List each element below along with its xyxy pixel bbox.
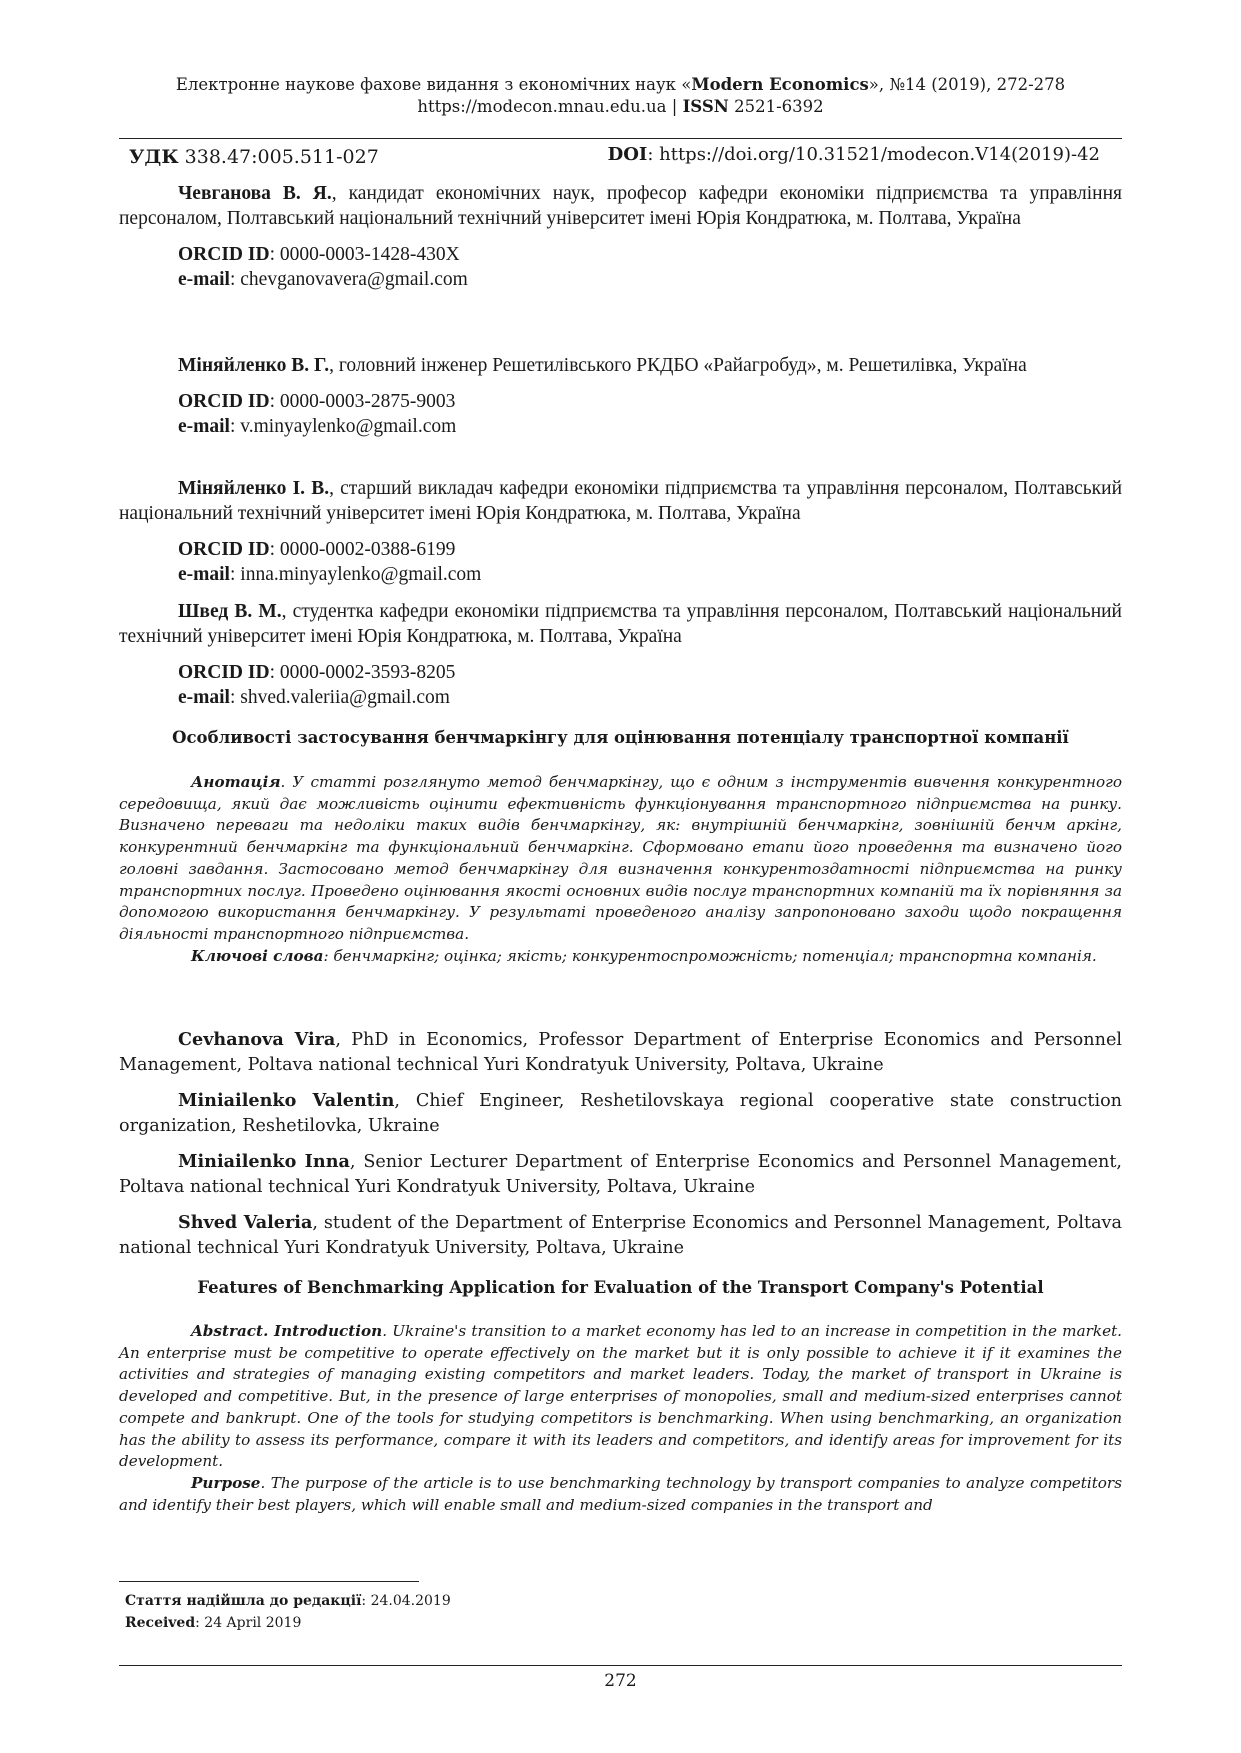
journal-header bbox=[119, 74, 1122, 118]
author-ua-3: Міняйленко І. В., старший викладач кафедри економіки підприємства та управління персоналом, Полтавський національний технічний університет імені Юрія Кондратюка, м. Полтава, Україна ORCID ID: 0000-0002-0388-6199 e-mail: inna.minyaylenko@gmail.com bbox=[119, 478, 1123, 585]
page-number: 272 bbox=[604, 1671, 637, 1691]
author-en-4: Shved Valeria, student of the Department of Enterprise Economics and Personnel Management, Poltava national technical Yuri Kondratyuk University, Poltava, Ukraine bbox=[119, 1212, 1122, 1258]
abstract-en: Abstract. Introduction. Ukraine's transition to a market economy has led to an increase in competition in the market. An enterprise must be competitive to operate effectively on the market but it is only possible to achieve it if it examines the activities and strategies of managing existing competitors and market leaders. Today, the market of transport in Ukraine is developed and competitive. But, in the presence of large enterprises of monopolies, small and medium-sized enterprises cannot compete and bankrupt. One of the tools for studying competitors is benchmarking. When using benchmarking, an organization has the ability to assess its performance, compare it with its leaders and competitors, and identify areas for improvement for its development. Purpose. The purpose of the article is to use benchmarking technology by transport companies to analyze competitors and identify their best players, which will enable small and medium-sized companies in the transport and bbox=[119, 1322, 1123, 1514]
annotation-ua: Анотація. У статті розглянуто метод бенчмаркінгу, що є одним з інструментів вивчення конкурентного середовища, який дає можливість оцінити ефективність функціонування транспортного підприємства на ринку. Визначено переваги та недоліки таких видів бенчмаркінгу, як: внутрішній бенчмаркінг, зовнішній бенчм аркінг, конкурентний бенчмаркінг та функціональний бенчмаркінг. Сформовано етапи його проведення та визначено його головні завдання. Застосовано метод бенчмаркінгу для визначення конкурентоздатності підприємства на ринку транспортних послуг. Проведено оцінювання якості основних видів послуг транспортних компаній та їх порівняння за допомогою використання бенчмаркінгу. У результаті проведеного аналізу запропоновано заходи щодо покращення діяльності транспортного підприємства. Ключові слова: бенчмаркінг; оцінка; якість; конкурентоспроможність; потенціал; транспортна компанія. bbox=[119, 773, 1122, 965]
udk-code: УДК 338.47:005.511-027 bbox=[129, 146, 379, 168]
footnote-received-ua: Стаття надійшла до редакції: 24.04.2019 bbox=[125, 1593, 451, 1609]
journal-name: Modern Economics bbox=[691, 75, 869, 94]
orcid-value[interactable]: : 0000-0003-2875-9003 bbox=[269, 391, 456, 412]
orcid-value[interactable]: : 0000-0002-3593-8205 bbox=[269, 662, 456, 683]
author-ua-4: Швед В. М., студентка кафедри економіки підприємства та управління персоналом, Полтавський національний технічний університет імені Юрія Кондратюка, м. Полтава, Україна ORCID ID: 0000-0002-3593-8205 e-mail: shved.valeriia@gmail.com bbox=[119, 601, 1122, 708]
issn-label: ISSN bbox=[682, 97, 729, 116]
author-en-3: Miniailenko Inna, Senior Lecturer Department of Enterprise Economics and Personnel Management, Poltava national technical Yuri Kondratyuk University, Poltava, Ukraine bbox=[119, 1151, 1122, 1197]
footer-divider bbox=[119, 1665, 1122, 1666]
journal-name-prefix: Електронне наукове фахове видання з економічних наук « bbox=[175, 75, 692, 94]
header-divider bbox=[119, 138, 1122, 139]
email-link[interactable]: : inna.minyaylenko@gmail.com bbox=[229, 564, 482, 585]
article-title-ua: Особливості застосування бенчмаркінгу для оцінювання потенціалу транспортної компанії bbox=[172, 728, 1069, 747]
author-ua-1: Чевганова В. Я., кандидат економічних наук, професор кафедри економіки підприємства та управління персоналом, Полтавський національний технічний університет імені Юрія Кондратюка, м. Полтава, Україна ORCID ID: 0000-0003-1428-430X e-mail: chevganovavera@gmail.com bbox=[119, 183, 1122, 290]
journal-url[interactable]: https://modecon.mnau.edu.ua | bbox=[417, 97, 683, 116]
author-ua-2: Міняйленко В. Г., головний інженер Решетилівського РКДБО «Райагробуд», м. Решетилівка, Україна ORCID ID: 0000-0003-2875-9003 e-mail: v.minyaylenko@gmail.com bbox=[178, 355, 1027, 437]
journal-issue: », №14 (2019), 272-278 bbox=[868, 75, 1066, 94]
email-link[interactable]: : v.minyaylenko@gmail.com bbox=[229, 416, 457, 437]
email-link[interactable]: : chevganovavera@gmail.com bbox=[229, 269, 468, 290]
orcid-value[interactable]: : 0000-0002-0388-6199 bbox=[269, 539, 456, 560]
article-title-en: Features of Benchmarking Application for Evaluation of the Transport Company's Potential bbox=[197, 1278, 1044, 1297]
author-en-2: Miniailenko Valentin, Chief Engineer, Reshetilovskaya regional cooperative state construction organization, Reshetilovka, Ukraine bbox=[119, 1090, 1122, 1136]
footnote-received-en: Received: 24 April 2019 bbox=[125, 1615, 302, 1631]
orcid-value[interactable]: : 0000-0003-1428-430X bbox=[269, 244, 460, 265]
email-link[interactable]: : shved.valeriia@gmail.com bbox=[229, 687, 450, 708]
doi-link[interactable]: DOI: https://doi.org/10.31521/modecon.V14(2019)-42 bbox=[607, 144, 1100, 165]
author-en-1: Cevhanova Vira, PhD in Economics, Professor Department of Enterprise Economics and Personnel Management, Poltava national technical Yuri Kondratyuk University, Poltava, Ukraine bbox=[119, 1029, 1122, 1075]
footnote-divider bbox=[119, 1581, 419, 1582]
issn-value: 2521-6392 bbox=[728, 97, 824, 116]
